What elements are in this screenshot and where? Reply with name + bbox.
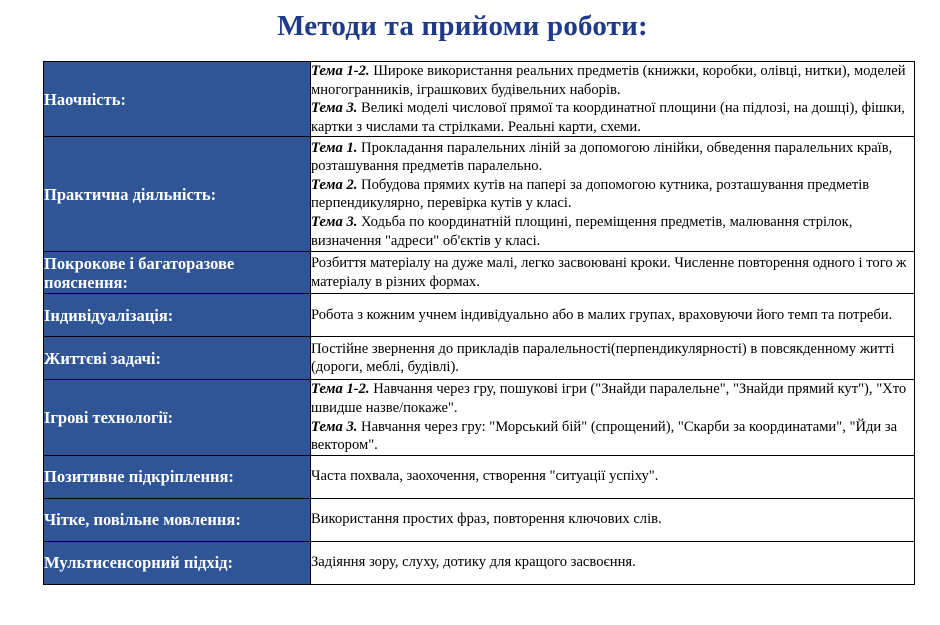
method-label: Ігрові технології: [44,380,311,455]
paragraph-text: Розбиття матеріалу на дуже малі, легко засвоювані кроки. Численне повторення одного і того ж матеріалу в різних формах. [311,255,907,290]
table-row [44,62,915,137]
method-label: Практична діяльність: [44,137,311,252]
table-row [44,137,915,252]
table-row [44,541,915,584]
theme-label: Тема 3. [311,418,358,435]
description-paragraph [311,139,914,176]
methods-table [43,61,915,585]
theme-label: Тема 3. [311,213,358,230]
method-label: Життєві задачі: [44,337,311,380]
description-paragraph [311,176,914,213]
paragraph-text: Прокладання паралельних ліній за допомогою лінійки, обведення паралельних країв, розташування предметів паралельно. [311,139,893,175]
theme-label: Тема 1. [311,139,358,156]
theme-label: Тема 3. [311,100,358,117]
paragraph-text: Задіяння зору, слуху, дотику для кращого засвоєння. [311,554,636,571]
method-description [311,337,915,380]
method-description [311,541,915,584]
method-label: Індивідуалізація: [44,294,311,337]
description-paragraph [311,380,914,417]
paragraph-text: Побудова прямих кутів на папері за допомогою кутника, розташування предметів перпендикулярно, перевірка кутів у класі. [311,176,870,212]
paragraph-text: Широке використання реальних предметів (книжки, коробки, олівці, нитки), моделей многогранників, іграшкових будівельних наборів. [311,63,906,98]
theme-label: Тема 1-2. [311,63,370,79]
table-row [44,294,915,337]
method-label: Позитивне підкріплення: [44,455,311,498]
method-description [311,498,915,541]
table-row [44,380,915,455]
method-label: Наочність: [44,62,311,137]
method-label: Покрокове і багаторазове пояснення: [44,252,311,294]
paragraph-text: Постійне звернення до прикладів паралельності(перпендикулярності) в повсякденному житті (дороги, меблі, будівлі). [311,340,895,376]
paragraph-text: Навчання через гру: "Морський бій" (спрощений), "Скарби за координатами", "Йди за вектором". [311,418,898,454]
paragraph-text: Часта похвала, заохочення, створення "ситуації успіху". [311,468,659,485]
theme-label: Тема 2. [311,176,358,193]
table-row [44,337,915,380]
method-label: Чітке, повільне мовлення: [44,498,311,541]
method-description [311,380,915,455]
method-description [311,137,915,252]
method-description [311,62,915,137]
paragraph-text: Навчання через гру, пошукові ігри ("Знайди паралельне", "Знайди прямий кут"), "Хто швидше назве/покаже". [311,381,907,416]
paragraph-text: Робота з кожним учнем індивідуально або в малих групах, враховуючи його темп та потреби. [311,307,893,324]
method-description [311,455,915,498]
method-label: Мультисенсорний підхід: [44,541,311,584]
theme-label: Тема 1-2. [311,381,370,398]
method-description [311,252,915,294]
paragraph-text: Великі моделі числової прямої та координатної площини (на підлозі, на дошці), фішки, картки з числами та стрілками. Реальні карти, схеми. [311,100,905,135]
description-paragraph [311,62,914,99]
table-row [44,252,915,294]
paragraph-text: Ходьба по координатній площині, переміщення предметів, малювання стрілок, визначення "адреси" об'єктів у класі. [311,213,853,249]
page-title: Методи та прийоми роботи: [277,10,648,42]
table-row [44,498,915,541]
method-description [311,294,915,337]
description-paragraph [311,418,914,455]
description-paragraph [311,99,914,136]
paragraph-text: Використання простих фраз, повторення ключових слів. [311,511,662,528]
description-paragraph [311,213,914,250]
table-row [44,455,915,498]
